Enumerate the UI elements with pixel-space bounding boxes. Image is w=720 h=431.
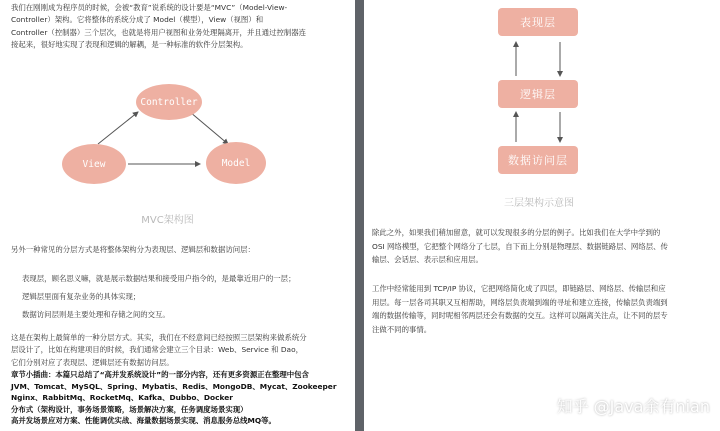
- promo-block: [11, 369, 355, 427]
- promo-line: 章节小插曲：本篇只总结了“高并发系统设计”的一部分内容，还有更多资源正在整理中包含: [11, 370, 309, 379]
- controller-node: Controller: [136, 84, 202, 120]
- intro-paragraph: [11, 2, 351, 52]
- promo-line: Nginx、RabbitMq、RocketMq、Kafka、Dubbo、Docker: [11, 393, 233, 402]
- layer-list: [22, 270, 352, 324]
- paragraph-line: 这是在架构上最简单的一种分层方式。其实，我们在不经意间已经按照三层架构来做系统分: [11, 333, 307, 342]
- mvc-diagram: [60, 82, 275, 192]
- intro-line: 接起来，很好地实现了表现和逻辑的解耦，是一种标准的软件分层架构。: [11, 40, 248, 50]
- intro-line: Controller（控制器）三个层次，也就是将用户视图和业务处理隔离开，并且通过控制器连: [11, 27, 307, 37]
- promo-line: 分布式（架构设计，事务场景策略，场景解决方案，任务调度场景实现）: [11, 404, 248, 414]
- list-item: 数据访问层则是主要处理和存储之间的交互。: [22, 310, 170, 319]
- intro-line: Controller）架构。它将整体的系统分成了 Model（模型），View（视图）和: [11, 15, 264, 25]
- paragraph-line: 端的数据传输等，同时呢相邻两层还会有数据的交互。这样可以隔离关注点，让不同的层专: [372, 311, 668, 320]
- paragraph-line: 除此之外，如果我们稍加留意，就可以发现很多的分层的例子。比如我们在大学中学到的: [372, 228, 661, 237]
- paragraph-line: OSI 网络模型，它把整个网络分了七层，自下而上分别是物理层、数据链路层、网络层、传: [372, 241, 668, 251]
- tier-logic: 逻辑层: [498, 80, 578, 108]
- osi-paragraph: [372, 226, 716, 267]
- left-page: [0, 0, 355, 431]
- intro-line: 我们在刚刚成为程序员的时候，会被“教育”说系统的设计要是“MVC”（Model-View-: [11, 3, 288, 12]
- paragraph-line: 用层。每一层各司其职又互相帮助，网络层负责端到端的寻址和建立连接，传输层负责端到: [372, 297, 668, 307]
- view-node: View: [62, 144, 126, 184]
- tcpip-paragraph: [372, 282, 716, 336]
- arrow-controller-to-model: [190, 112, 228, 144]
- list-item: 逻辑层里面有复杂业务的具体实现；: [22, 292, 141, 301]
- tier-arrows: [364, 0, 720, 190]
- paragraph-layers: 另外一种常见的分层方式是将整体架构分为表现层、逻辑层和数据访问层：: [11, 245, 255, 254]
- tier-presentation: 表现层: [498, 8, 578, 36]
- model-node: Model: [206, 142, 266, 184]
- paragraph-three-tier: [11, 332, 351, 369]
- promo-line: 高并发场景应对方案、性能调优实战、海量数据场景实现、消息服务总线MQ等。: [11, 416, 276, 425]
- paragraph-line: 输层、会话层、表示层和应用层。: [372, 255, 483, 264]
- mvc-caption: MVC架构图: [141, 215, 194, 226]
- paragraph-line: 层设计了，比如在构建项目的时候，我们通常会建立三个目录：Web、Service 和 Dao，: [11, 345, 303, 355]
- paragraph-line: 工作中经常能用到 TCP/IP 协议，它把网络简化成了四层，即链路层、网络层、传输层和应: [372, 284, 666, 293]
- promo-line: JVM、Tomcat、MySQL、Spring、Mybatis、Redis、MongoDB、Mycat、Zookeeper: [11, 381, 337, 391]
- paragraph-line: 它们分别对应了表现层、逻辑层还有数据访问层。: [11, 357, 174, 367]
- paragraph-line: 注做不同的事情。: [372, 324, 432, 334]
- zhihu-watermark: 知乎 @Java余有nian: [556, 397, 710, 416]
- three-tier-caption: 三层架构示意图: [504, 198, 574, 209]
- tier-data-access: 数据访问层: [498, 146, 578, 174]
- right-page: [364, 0, 720, 431]
- list-item: 表现层，顾名思义嘛，就是展示数据结果和接受用户指令的，是最靠近用户的一层；: [22, 274, 296, 283]
- arrow-view-to-controller: [98, 112, 138, 144]
